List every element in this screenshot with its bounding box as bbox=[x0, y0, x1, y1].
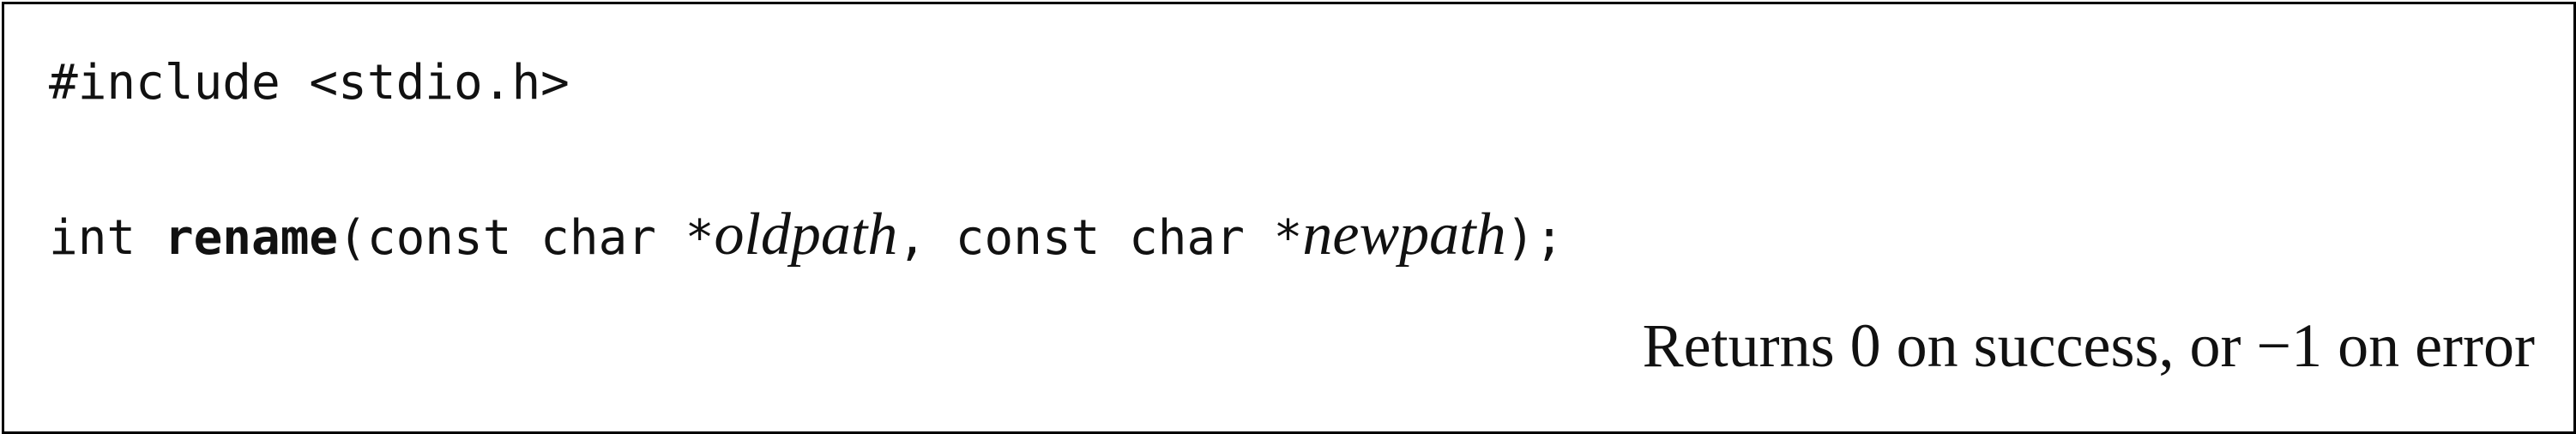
synopsis-box bbox=[2, 2, 2576, 434]
param2-type: const char * bbox=[955, 210, 1303, 266]
function-prototype bbox=[49, 202, 1565, 268]
return-type: int bbox=[49, 210, 165, 266]
param1-name: oldpath bbox=[714, 202, 898, 268]
param-separator: , bbox=[897, 210, 956, 266]
param1-type: const char * bbox=[366, 210, 715, 266]
include-directive: #include <stdio.h> bbox=[49, 55, 570, 111]
close-paren: ); bbox=[1505, 210, 1565, 266]
return-value-note: Returns 0 on success, or −1 on error bbox=[1642, 311, 2535, 380]
function-name: rename bbox=[164, 210, 339, 266]
open-paren: ( bbox=[338, 210, 367, 266]
param2-name: newpath bbox=[1302, 202, 1506, 268]
